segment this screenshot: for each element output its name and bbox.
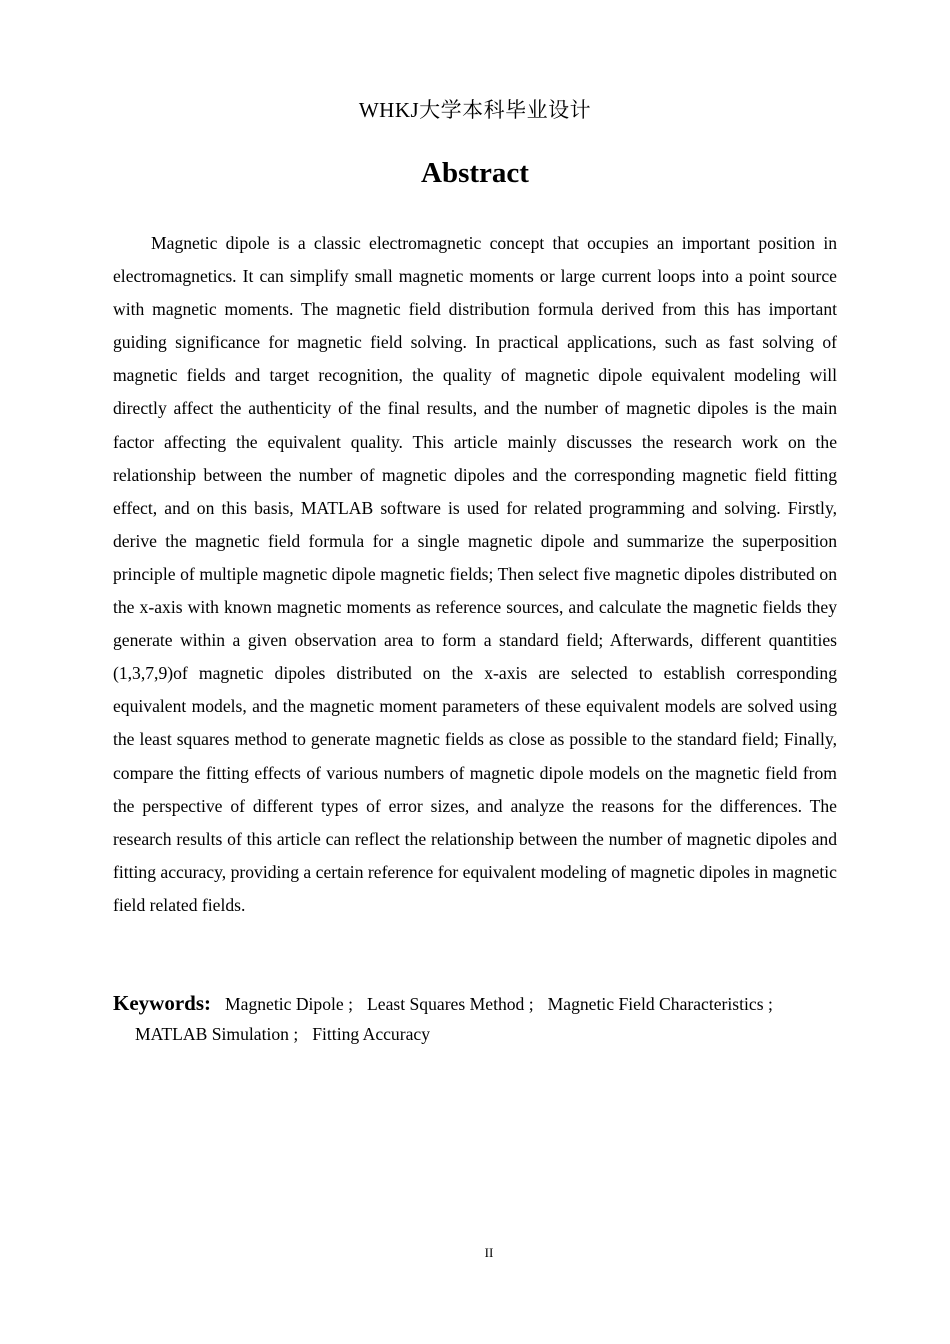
keywords-line-2 bbox=[113, 1019, 848, 1049]
keywords-section bbox=[113, 988, 848, 1049]
keywords-line-1 bbox=[113, 988, 848, 1019]
keyword-item: Magnetic Dipole ; bbox=[225, 994, 354, 1014]
keyword-item: Magnetic Field Characteristics ; bbox=[547, 994, 773, 1014]
page-title: Abstract bbox=[421, 157, 529, 189]
document-header: WHKJ大学本科毕业设计 bbox=[358, 98, 592, 122]
abstract-paragraph: Magnetic dipole is a classic electromagnetic concept that occupies an important position in electromagnetics. It can simplify small magnetic moments or large current loops into a point source with magnetic moments. The magnetic field distribution formula derived from this has important guiding significance for magnetic field solving. In practical applications, such as fast solving of magnetic fields and target recognition, the quality of magnetic dipole equivalent modeling will directly affect the authenticity of the final results, and the number of magnetic dipoles is the main factor affecting the equivalent quality. This article mainly discusses the research work on the relationship between the number of magnetic dipoles and the corresponding magnetic field fitting effect, and on this basis, MATLAB software is used for related programming and solving. Firstly, derive the magnetic field formula for a single magnetic dipole and summarize the superposition principle of multiple magnetic dipole magnetic fields; Then select five magnetic dipoles distributed on the x-axis with known magnetic moments as reference sources, and calculate the magnetic fields they generate within a given observation area to form a standard field; Afterwards, different quantities (1,3,7,9)of magnetic dipoles distributed on the x-axis are selected to establish corresponding equivalent models, and the magnetic moment parameters of these equivalent models are solved using the least squares method to generate magnetic fields as close as possible to the standard field; Finally, compare the fitting effects of various numbers of magnetic dipole models on the magnetic field from the perspective of different types of error sizes, and analyze the reasons for the differences. The research results of this article can reflect the relationship between the number of magnetic dipoles and fitting accuracy, providing a certain reference for equivalent modeling of magnetic dipoles in magnetic field related fields. bbox=[113, 233, 837, 915]
keywords-label: Keywords: bbox=[113, 991, 211, 1015]
keyword-item: Least Squares Method ; bbox=[367, 994, 534, 1014]
page-number: II bbox=[484, 1245, 494, 1260]
keyword-item: MATLAB Simulation ; bbox=[135, 1024, 299, 1044]
keyword-item: Fitting Accuracy bbox=[312, 1024, 431, 1044]
